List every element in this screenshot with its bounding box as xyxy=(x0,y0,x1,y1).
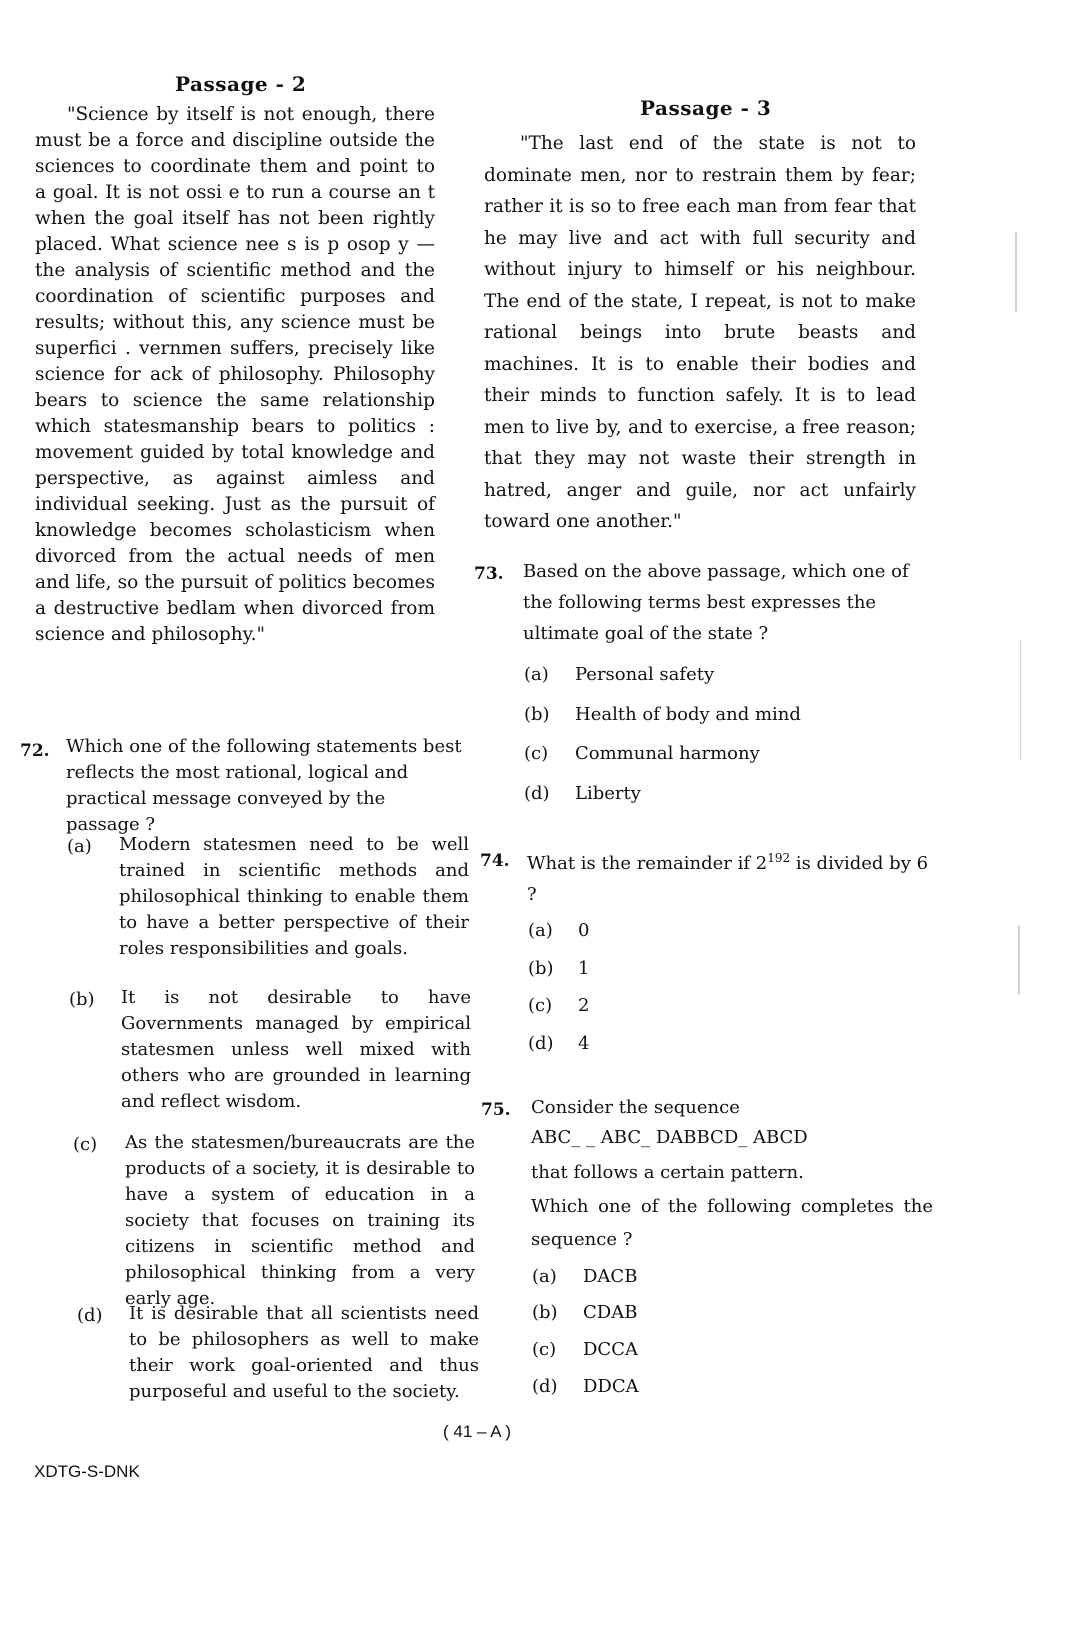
option-label: (a) xyxy=(524,664,549,685)
option-label: (c) xyxy=(528,995,553,1016)
option-label: (a) xyxy=(67,836,92,857)
question-75-line-3: that follows a certain pattern. xyxy=(531,1162,804,1183)
option-label: (b) xyxy=(528,958,554,979)
passage-3-heading: Passage - 3 xyxy=(640,96,772,120)
passage-3-text: "The last end of the state is not to dominate men, nor to restrain them by fear; rather it is so to free each man from fear that he may live and act with full security and without injury to himself or his neighbour. The end of the state, I repeat, is not to make rational beings into brute beasts and machines. It is to enable their bodies and their minds to function safely. It is to lead men to live by, and to exercise, a free reason; that they may not waste their strength in hatred, anger and guile, nor act unfairly toward one another." xyxy=(484,133,916,532)
option-text: DCCA xyxy=(583,1339,638,1360)
option-text: 0 xyxy=(578,920,590,941)
option-label: (d) xyxy=(532,1376,558,1397)
question-72-text: Which one of the following statements best reflects the most rational, logical and practical message conveyed by the passage ? xyxy=(66,736,462,835)
question-74-text-before: What is the remainder if 2 xyxy=(527,853,768,874)
option-text: Modern statesmen need to be well trained in scientific methods and philosophical thinking to enable them to have a better perspective of their roles responsibilities and goals. xyxy=(119,834,469,959)
passage-2-heading: Passage - 2 xyxy=(175,72,307,96)
question-72-number: 72. xyxy=(20,741,50,761)
option-text: Communal harmony xyxy=(575,743,760,764)
question-75-line-1: Consider the sequence xyxy=(531,1097,740,1118)
option-text: It is desirable that all scientists need to be philosophers as well to make their work goal-oriented and thus purposeful and useful to the society. xyxy=(129,1303,479,1402)
option-text: Liberty xyxy=(575,783,641,804)
option-label: (a) xyxy=(532,1266,557,1287)
option-text: Health of body and mind xyxy=(575,704,801,725)
question-74-text xyxy=(527,843,935,910)
option-text: Personal safety xyxy=(575,664,715,685)
scan-mark xyxy=(1018,925,1020,995)
option-text: CDAB xyxy=(583,1302,638,1323)
question-75-number: 75. xyxy=(481,1100,511,1120)
option-text: As the statesmen/bureaucrats are the products of a society, it is desirable to have a system of education in a society that focuses on training its citizens in scientific method and philosophical thinking from a very early age. xyxy=(125,1132,475,1309)
option-label: (c) xyxy=(524,743,549,764)
option-text: 4 xyxy=(578,1033,590,1054)
question-75-sequence: ABC_ _ ABC_ DABBCD_ ABCD xyxy=(531,1127,808,1148)
option-label: (a) xyxy=(528,920,553,941)
page-number: ( 41 – A ) xyxy=(443,1422,512,1441)
option-label: (d) xyxy=(77,1305,103,1326)
scan-mark xyxy=(1015,232,1017,312)
option-label: (d) xyxy=(528,1033,554,1054)
option-label: (c) xyxy=(532,1339,557,1360)
scan-mark xyxy=(1020,640,1021,760)
option-text: DDCA xyxy=(583,1376,639,1397)
question-74-text-after: is divided by 6 ? xyxy=(527,853,929,905)
option-text: It is not desirable to have Governments managed by empirical statesmen unless well mixed with others who are grounded in learning and reflect wisdom. xyxy=(121,987,471,1112)
booklet-code: XDTG-S-DNK xyxy=(34,1462,140,1481)
option-text: 1 xyxy=(578,958,590,979)
option-label: (b) xyxy=(532,1302,558,1323)
option-label: (d) xyxy=(524,783,550,804)
option-label: (c) xyxy=(73,1134,98,1155)
question-74-number: 74. xyxy=(480,851,510,871)
option-label: (b) xyxy=(524,704,550,725)
option-label: (b) xyxy=(69,989,95,1010)
option-text: DACB xyxy=(583,1266,638,1287)
question-73-number: 73. xyxy=(474,564,504,584)
question-73-text: Based on the above passage, which one of the following terms best expresses the ultimate goal of the state ? xyxy=(523,561,909,644)
passage-2-text: "Science by itself is not enough, there must be a force and discipline outside the sciences to coordinate them and point to a goal. It is not ossi e to run a course an t when the goal itself has not been rightly placed. What science nee s is p osop y — the analysis of scientific method and the coordination of scientific purposes and results; without this, any science must be superfici . vernmen suffers, precisely like science for ack of philosophy. Philosophy bears to science the same relationship which statesmanship bears to politics : movement guided by total knowledge and perspective, as against aimless and individual seeking. Just as the pursuit of knowledge becomes scholasticism when divorced from the actual needs of men and life, so the pursuit of politics becomes a destructive bedlam when divorced from science and philosophy." xyxy=(35,104,435,645)
question-74-exponent: 192 xyxy=(767,851,791,865)
option-text: 2 xyxy=(578,995,590,1016)
question-75-line-4: Which one of the following completes the sequence ? xyxy=(531,1196,933,1250)
